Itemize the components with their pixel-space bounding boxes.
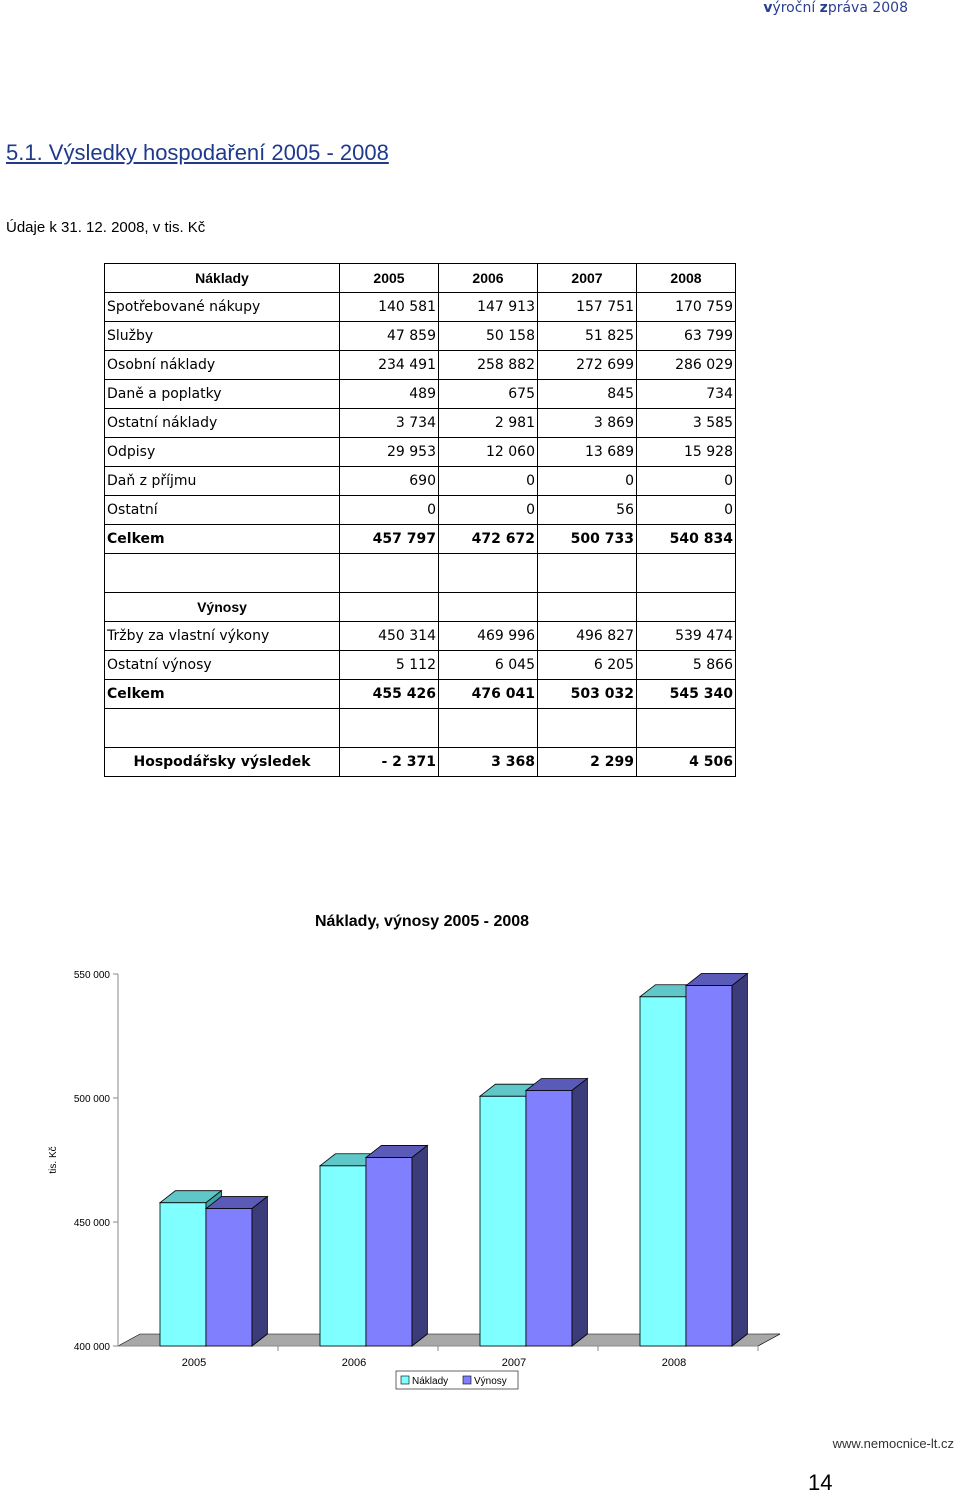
row-label: Celkem (105, 680, 340, 709)
costs-total-row (105, 525, 736, 554)
bar-side (732, 974, 747, 1346)
row-value: 500 733 (538, 525, 637, 554)
row-label: Daň z příjmu (105, 467, 340, 496)
row-value (439, 593, 538, 622)
cost-row (105, 467, 736, 496)
row-value: 2 981 (439, 409, 538, 438)
legend-label: Výnosy (474, 1376, 507, 1387)
row-value: 5 866 (637, 651, 736, 680)
cost-row (105, 322, 736, 351)
cost-row (105, 496, 736, 525)
revenue-header-row (105, 593, 736, 622)
bar (526, 1090, 572, 1346)
row-value: 469 996 (439, 622, 538, 651)
row-value: 2 299 (538, 748, 637, 777)
revenue-row (105, 622, 736, 651)
row-label: Ostatní (105, 496, 340, 525)
spacer-row (105, 554, 736, 593)
row-value (538, 593, 637, 622)
row-value (340, 593, 439, 622)
row-value: 476 041 (439, 680, 538, 709)
row-label: Hospodářsky výsledek (105, 748, 340, 777)
row-value (637, 593, 736, 622)
row-value: 15 928 (637, 438, 736, 467)
row-value: 0 (637, 496, 736, 525)
cost-row (105, 293, 736, 322)
cost-row (105, 380, 736, 409)
row-label: Daně a poplatky (105, 380, 340, 409)
x-tick-label: 2007 (501, 1357, 527, 1369)
row-label: Odpisy (105, 438, 340, 467)
row-value: 0 (637, 467, 736, 496)
row-value: 450 314 (340, 622, 439, 651)
row-value: 675 (439, 380, 538, 409)
footer-url[interactable]: www.nemocnice-lt.cz (832, 1436, 954, 1451)
row-value: 3 585 (637, 409, 736, 438)
row-label: Ostatní náklady (105, 409, 340, 438)
row-label: Výnosy (105, 593, 340, 622)
y-tick-label: 550 000 (73, 970, 110, 981)
row-label: Spotřebované nákupy (105, 293, 340, 322)
row-value: 50 158 (439, 322, 538, 351)
row-value: 6 205 (538, 651, 637, 680)
row-value: 845 (538, 380, 637, 409)
row-value (637, 709, 736, 748)
row-value: 489 (340, 380, 439, 409)
row-value (637, 554, 736, 593)
y-tick-label: 400 000 (73, 1342, 110, 1353)
row-value: 170 759 (637, 293, 736, 322)
row-value: 286 029 (637, 351, 736, 380)
row-value: 5 112 (340, 651, 439, 680)
row-value: 0 (439, 496, 538, 525)
row-value: 3 869 (538, 409, 637, 438)
data-note: Údaje k 31. 12. 2008, v tis. Kč (6, 219, 206, 236)
result-row (105, 748, 736, 777)
revenue-row (105, 651, 736, 680)
row-value: 4 506 (637, 748, 736, 777)
row-value: 12 060 (439, 438, 538, 467)
bar (206, 1209, 252, 1346)
row-value: 51 825 (538, 322, 637, 351)
row-value: 0 (538, 467, 637, 496)
page-number: 14 (808, 1470, 833, 1495)
row-value: 272 699 (538, 351, 637, 380)
row-value: 63 799 (637, 322, 736, 351)
row-label: Ostatní výnosy (105, 651, 340, 680)
row-label: Celkem (105, 525, 340, 554)
bar (320, 1166, 366, 1346)
row-value: 3 734 (340, 409, 439, 438)
bar (640, 997, 686, 1346)
row-value: 545 340 (637, 680, 736, 709)
x-tick-label: 2006 (341, 1357, 367, 1369)
row-value: 6 045 (439, 651, 538, 680)
bar (480, 1096, 526, 1346)
row-label: Služby (105, 322, 340, 351)
row-value: 258 882 (439, 351, 538, 380)
y-tick-label: 450 000 (73, 1218, 110, 1229)
row-value: 0 (439, 467, 538, 496)
row-value: 734 (637, 380, 736, 409)
bar (366, 1157, 412, 1346)
bar-side (572, 1078, 587, 1346)
row-value (439, 709, 538, 748)
bar (160, 1203, 206, 1346)
table-header-row (105, 264, 736, 293)
row-value: 539 474 (637, 622, 736, 651)
spacer-row (105, 709, 736, 748)
row-value (340, 554, 439, 593)
row-value (340, 709, 439, 748)
bar-side (252, 1197, 267, 1346)
row-label (105, 709, 340, 748)
row-value (538, 709, 637, 748)
row-value: 157 751 (538, 293, 637, 322)
chart-title: Náklady, výnosy 2005 - 2008 (314, 913, 530, 930)
row-value: 2008 (637, 264, 736, 293)
row-value: 2006 (439, 264, 538, 293)
y-axis-label: tis. Kč (48, 1146, 59, 1174)
row-value: 47 859 (340, 322, 439, 351)
row-value: 29 953 (340, 438, 439, 467)
row-value: 455 426 (340, 680, 439, 709)
x-tick-label: 2008 (661, 1357, 687, 1369)
row-value: 3 368 (439, 748, 538, 777)
cost-row (105, 438, 736, 467)
row-label: Tržby za vlastní výkony (105, 622, 340, 651)
row-value: 234 491 (340, 351, 439, 380)
row-value: 496 827 (538, 622, 637, 651)
section-title: 5.1. Výsledky hospodaření 2005 - 2008 (6, 140, 389, 165)
legend-swatch (401, 1376, 409, 1384)
header-letter-v: v (763, 0, 773, 16)
row-value: 540 834 (637, 525, 736, 554)
row-value: 690 (340, 467, 439, 496)
legend-label: Náklady (412, 1376, 449, 1387)
legend-swatch (463, 1376, 471, 1384)
row-value: 147 913 (439, 293, 538, 322)
financial-results-table (104, 263, 736, 777)
row-value: - 2 371 (340, 748, 439, 777)
header-text-1: ýroční (772, 0, 820, 16)
row-value (538, 554, 637, 593)
row-label: Náklady (105, 264, 340, 293)
row-value (439, 554, 538, 593)
bar (686, 986, 732, 1346)
cost-row (105, 409, 736, 438)
y-tick-label: 500 000 (73, 1094, 110, 1105)
row-value: 457 797 (340, 525, 439, 554)
row-value: 13 689 (538, 438, 637, 467)
x-tick-label: 2005 (181, 1357, 207, 1369)
row-value: 503 032 (538, 680, 637, 709)
row-value: 472 672 (439, 525, 538, 554)
cost-row (105, 351, 736, 380)
row-value: 0 (340, 496, 439, 525)
row-value: 140 581 (340, 293, 439, 322)
report-header (763, 0, 908, 16)
row-value: 56 (538, 496, 637, 525)
row-value: 2007 (538, 264, 637, 293)
revenue-total-row (105, 680, 736, 709)
header-letter-z: z (819, 0, 828, 16)
row-value: 2005 (340, 264, 439, 293)
bar-side (412, 1145, 427, 1346)
row-label (105, 554, 340, 593)
row-label: Osobní náklady (105, 351, 340, 380)
header-text-2: práva 2008 (827, 0, 908, 16)
costs-revenues-chart (0, 900, 960, 1400)
